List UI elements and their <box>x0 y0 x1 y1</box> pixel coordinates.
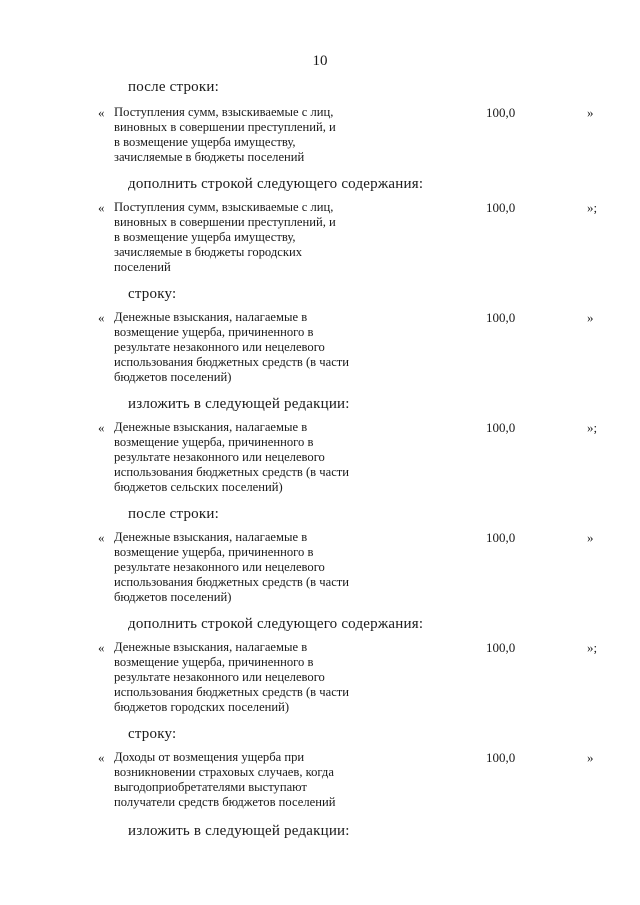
instruction-text: после строки: <box>128 79 219 95</box>
row-amount: 100,0 <box>486 420 516 435</box>
table-row <box>98 530 606 605</box>
row-amount: 100,0 <box>486 105 516 120</box>
row-amount: 100,0 <box>486 310 516 325</box>
open-quote: « <box>98 530 105 545</box>
close-quote: »; <box>587 420 598 435</box>
row-description: Денежные взыскания, налагаемые в возмещение ущерба, причиненного в результате незаконного или нецелевого использования бюджетных средств (в части бюджетов сельских поселений) <box>114 420 350 494</box>
close-quote: »; <box>587 640 598 655</box>
instruction-text: дополнить строкой следующего содержания: <box>128 176 424 192</box>
table-row <box>98 200 606 275</box>
instruction-text: строку: <box>128 286 177 302</box>
instruction-text: строку: <box>128 726 177 742</box>
row-description: Денежные взыскания, налагаемые в возмещение ущерба, причиненного в результате незаконного или нецелевого использования бюджетных средств (в части бюджетов поселений) <box>114 530 350 604</box>
close-quote: »; <box>587 200 598 215</box>
row-amount: 100,0 <box>486 640 516 655</box>
close-quote: » <box>587 105 594 120</box>
instruction-text: дополнить строкой следующего содержания: <box>128 616 424 632</box>
row-description: Денежные взыскания, налагаемые в возмещение ущерба, причиненного в результате незаконного или нецелевого использования бюджетных средств (в части бюджетов городских поселений) <box>114 640 350 714</box>
table-row <box>98 640 606 715</box>
table-row <box>98 420 606 495</box>
row-description: Доходы от возмещения ущерба при возникновении страховых случаев, когда выгодоприобретателями выступают получатели средств бюджетов поселений <box>114 750 336 809</box>
open-quote: « <box>98 200 105 215</box>
open-quote: « <box>98 310 105 325</box>
table-row <box>98 750 606 810</box>
page-number: 10 <box>312 53 328 69</box>
close-quote: » <box>587 310 594 325</box>
open-quote: « <box>98 640 105 655</box>
table-row <box>98 310 606 385</box>
instruction-text: изложить в следующей редакции: <box>128 396 350 412</box>
row-amount: 100,0 <box>486 530 516 545</box>
open-quote: « <box>98 420 105 435</box>
open-quote: « <box>98 105 105 120</box>
row-description: Денежные взыскания, налагаемые в возмещение ущерба, причиненного в результате незаконного или нецелевого использования бюджетных средств (в части бюджетов поселений) <box>114 310 350 384</box>
row-description: Поступления сумм, взыскиваемые с лиц, виновных в совершении преступлений, и в возмещение ущерба имуществу, зачисляемые в бюджеты поселений <box>114 105 336 164</box>
instruction-text: после строки: <box>128 506 219 522</box>
open-quote: « <box>98 750 105 765</box>
row-amount: 100,0 <box>486 750 516 765</box>
document-body <box>0 78 640 840</box>
instruction-text: изложить в следующей редакции: <box>128 823 350 839</box>
row-description: Поступления сумм, взыскиваемые с лиц, виновных в совершении преступлений, и в возмещение ущерба имуществу, зачисляемые в бюджеты городских поселений <box>114 200 336 274</box>
close-quote: » <box>587 530 594 545</box>
row-amount: 100,0 <box>486 200 516 215</box>
close-quote: » <box>587 750 594 765</box>
table-row <box>98 105 606 165</box>
